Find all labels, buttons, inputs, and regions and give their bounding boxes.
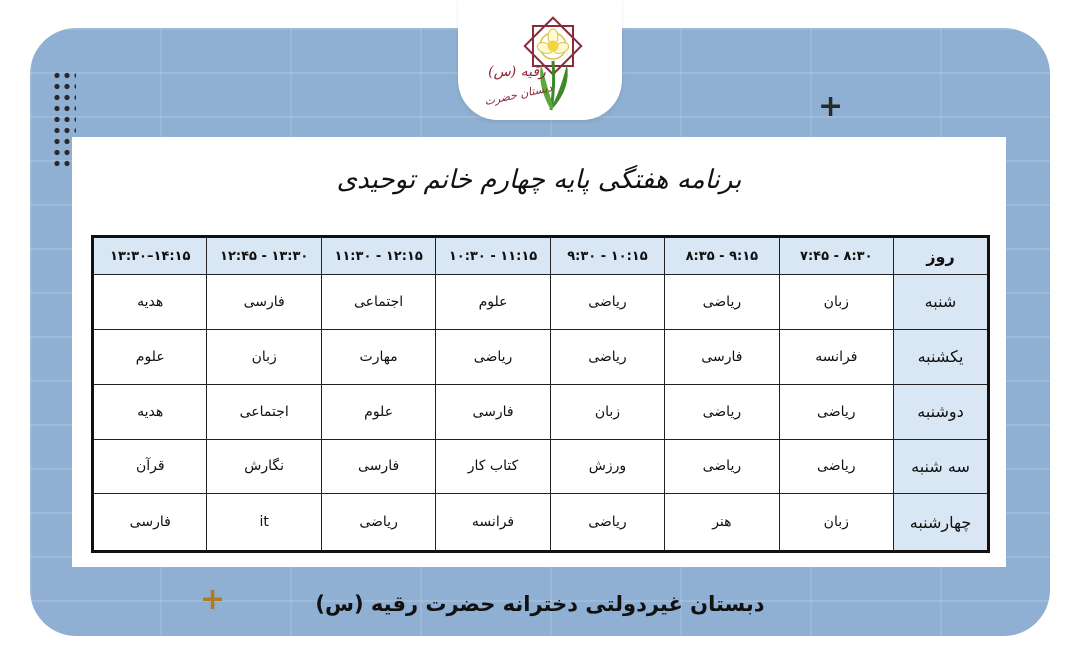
subject-cell: ریاضی bbox=[665, 439, 779, 494]
subject-cell: علوم bbox=[93, 329, 207, 384]
subject-cell: هدیه bbox=[93, 384, 207, 439]
subject-cell: ورزش bbox=[550, 439, 664, 494]
school-logo bbox=[458, 0, 622, 120]
period-header: ۱۳:۳۰ - ۱۲:۴۵ bbox=[207, 237, 321, 275]
period-header: ۸:۳۰ - ۷:۴۵ bbox=[779, 237, 893, 275]
day-label: چهارشنبه bbox=[894, 494, 989, 552]
subject-cell: فارسی bbox=[321, 439, 435, 494]
subject-cell: ریاضی bbox=[665, 275, 779, 330]
table-row bbox=[93, 494, 989, 552]
subject-cell: ریاضی bbox=[665, 384, 779, 439]
page-title: برنامه هفتگی پایه چهارم خانم توحیدی bbox=[336, 165, 742, 195]
subject-cell: فارسی bbox=[665, 329, 779, 384]
period-header: ۱۴:۱۵–۱۳:۳۰ bbox=[93, 237, 207, 275]
subject-cell: ریاضی bbox=[550, 494, 664, 552]
subject-cell: ریاضی bbox=[779, 439, 893, 494]
subject-cell: ریاضی bbox=[436, 329, 550, 384]
subject-cell: فارسی bbox=[436, 384, 550, 439]
subject-cell: قرآن bbox=[93, 439, 207, 494]
subject-cell: ریاضی bbox=[550, 275, 664, 330]
subject-cell: مهارت bbox=[321, 329, 435, 384]
day-label: سه شنبه bbox=[894, 439, 989, 494]
subject-cell: نگارش bbox=[207, 439, 321, 494]
period-header: ۱۲:۱۵ - ۱۱:۳۰ bbox=[321, 237, 435, 275]
period-header: ۹:۱۵ - ۸:۳۵ bbox=[665, 237, 779, 275]
subject-cell: کتاب کار bbox=[436, 439, 550, 494]
table-row bbox=[93, 384, 989, 439]
subject-cell: اجتماعی bbox=[321, 275, 435, 330]
subject-cell: ریاضی bbox=[779, 384, 893, 439]
subject-cell: it bbox=[207, 494, 321, 552]
subject-cell: زبان bbox=[779, 494, 893, 552]
period-header: ۱۱:۱۵ - ۱۰:۳۰ bbox=[436, 237, 550, 275]
schedule-panel bbox=[72, 137, 1006, 567]
subject-cell: فارسی bbox=[93, 494, 207, 552]
table-row bbox=[93, 275, 989, 330]
day-label: دوشنبه bbox=[894, 384, 989, 439]
plus-icon: + bbox=[200, 582, 226, 617]
plus-icon: + bbox=[818, 89, 844, 124]
subject-cell: فرانسه bbox=[779, 329, 893, 384]
logo-subtext: دبستان حضرت bbox=[483, 81, 554, 109]
table-row bbox=[93, 439, 989, 494]
daffodil-logo-icon bbox=[475, 6, 605, 118]
subject-cell: زبان bbox=[779, 275, 893, 330]
subject-cell: اجتماعی bbox=[207, 384, 321, 439]
table-header-row bbox=[93, 237, 989, 275]
subject-cell: ریاضی bbox=[321, 494, 435, 552]
subject-cell: علوم bbox=[321, 384, 435, 439]
subject-cell: فارسی bbox=[207, 275, 321, 330]
subject-cell: هدیه bbox=[93, 275, 207, 330]
schedule-table bbox=[91, 235, 990, 553]
logo-text: رقیه (س) bbox=[488, 64, 546, 80]
day-column-header: روز bbox=[894, 237, 989, 275]
day-label: یکشنبه bbox=[894, 329, 989, 384]
school-name-footer: دبستان غیردولتی دخترانه حضرت رقیه (س) bbox=[315, 592, 765, 616]
subject-cell: فرانسه bbox=[436, 494, 550, 552]
table-row bbox=[93, 329, 989, 384]
subject-cell: ریاضی bbox=[550, 329, 664, 384]
subject-cell: هنر bbox=[665, 494, 779, 552]
day-label: شنبه bbox=[894, 275, 989, 330]
subject-cell: علوم bbox=[436, 275, 550, 330]
subject-cell: زبان bbox=[550, 384, 664, 439]
period-header: ۱۰:۱۵ - ۹:۳۰ bbox=[550, 237, 664, 275]
subject-cell: زبان bbox=[207, 329, 321, 384]
